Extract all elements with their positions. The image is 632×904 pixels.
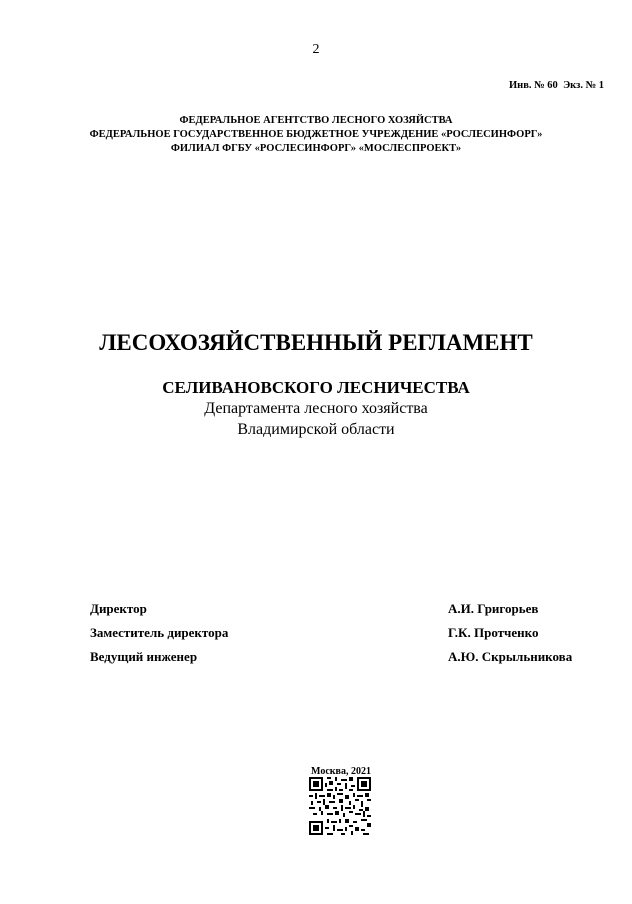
signatory-role: Директор xyxy=(90,601,147,616)
inventory-number: Инв. № 60 xyxy=(508,80,558,91)
copy-number: Экз. № 1 xyxy=(563,80,604,91)
qr-code-icon xyxy=(309,777,371,835)
inventory-line xyxy=(509,80,604,91)
city-year: Москва, 2021 xyxy=(311,766,371,777)
signatory-row xyxy=(90,625,600,649)
organization-header xyxy=(0,114,632,156)
signatory-role: Ведущий инженер xyxy=(90,649,198,664)
page-number: 2 xyxy=(312,42,320,57)
signatory-name: Г.К. Протченко xyxy=(448,625,539,640)
signatory-row xyxy=(90,601,600,625)
document-subtitle-block xyxy=(0,377,632,440)
org-line-institution: ФЕДЕРАЛЬНОЕ ГОСУДАРСТВЕННОЕ БЮДЖЕТНОЕ УЧРЕЖДЕНИЕ «РОСЛЕСИНФОРГ» xyxy=(89,129,543,140)
org-line-branch: ФИЛИАЛ ФГБУ «РОСЛЕСИНФОРГ» «МОСЛЕСПРОЕКТ» xyxy=(170,143,462,154)
document-title: ЛЕСОХОЗЯЙСТВЕННЫЙ РЕГЛАМЕНТ xyxy=(99,330,533,355)
signatory-name: А.И. Григорьев xyxy=(448,601,539,616)
region-name: Владимирской области xyxy=(237,421,395,438)
signatories-table xyxy=(90,601,600,673)
forestry-name: СЕЛИВАНОВСКОГО ЛЕСНИЧЕСТВА xyxy=(162,378,470,397)
org-line-agency: ФЕДЕРАЛЬНОЕ АГЕНТСТВО ЛЕСНОГО ХОЗЯЙСТВА xyxy=(179,115,453,126)
signatory-name: А.Ю. Скрыльникова xyxy=(448,649,573,664)
department-name: Департамента лесного хозяйства xyxy=(204,400,428,417)
signatory-role: Заместитель директора xyxy=(90,625,229,640)
signatory-row xyxy=(90,649,600,673)
